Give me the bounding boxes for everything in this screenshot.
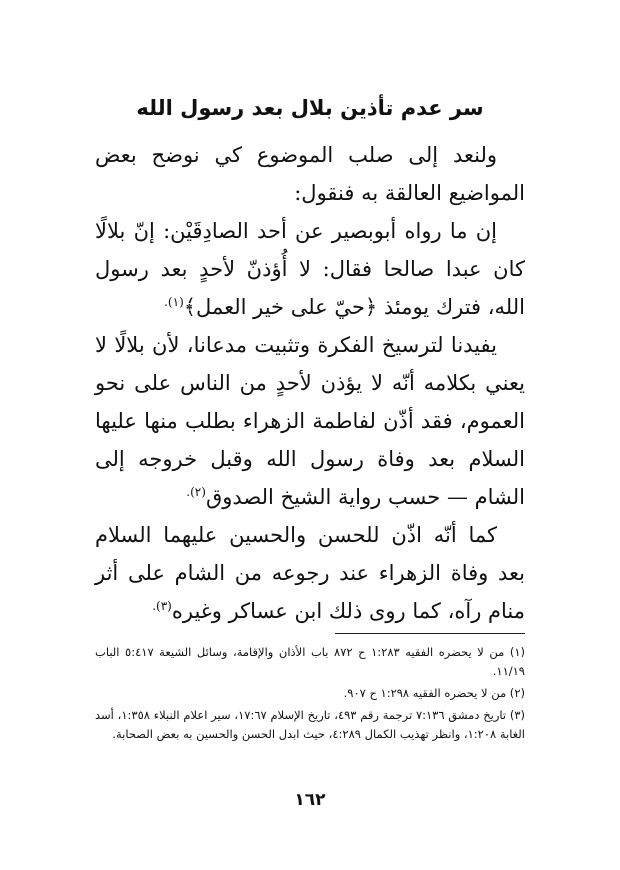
body-text (95, 136, 525, 630)
paragraph-3-text: يفيدنا لترسيخ الفكرة وتثبيت مدعانا، لأن بلالًا لا يعني بكلامه أنّه لا يؤذن لأحدٍ من الناس على نحو العموم، فقد أذّن لفاطمة الزهراء بطلب منها عليها السلام بعد وفاة رسول الله وقبل خروجه إلى الشام — حسب رواية الشيخ الصدوق (95, 333, 525, 509)
page-number: ١٦٢ (294, 790, 326, 810)
footnotes (95, 643, 525, 747)
paragraph-4 (95, 516, 525, 630)
paragraph-2-text: إن ما رواه أبوبصير عن أحد الصادِقَيْن: إنّ بلالًا كان عبدا صالحا فقال: لا أُؤذنّ لأحدٍ بعد رسول الله، فترك يومئذ ﴿حيّ على خير العمل﴾ (95, 219, 525, 319)
footnote-3: (٣) تاريخ دمشق ٧:١٣٦ ترجمة رقم ٤٩٣، تاريخ الإسلام ١٧:٦٧، سير اعلام النبلاء ١:٣٥٨، أسد الغابة ١:٢٠٨، وانظر تهذيب الكمال ٤:٢٨٩، حيث ابدل الحسن والحسين به بعض الصحابة. (95, 708, 526, 741)
footnote-ref-2: (٢). (186, 485, 206, 499)
paragraph-3 (95, 326, 525, 516)
footnote-ref-1: (١). (164, 295, 184, 309)
page-title: سر عدم تأذين بلال بعد رسول الله (136, 96, 484, 120)
paragraph-1-text: ولنعد إلى صلب الموضوع كي نوضح بعض المواضيع العالقة به فنقول: (95, 143, 525, 205)
footnote-2: (٢) من لا يحضره الفقيه ١:٢٩٨ ح ٩٠٧. (343, 686, 525, 700)
paragraph-2 (95, 212, 525, 326)
footnote-ref-3: (٣). (152, 599, 172, 613)
paragraph-1 (95, 136, 525, 212)
footnote-1: (١) من لا يحضره الفقيه ١:٢٨٣ ح ٨٧٢ باب الأذان والإقامة، وسائل الشيعة ٥:٤١٧ الباب ١١/١٩. (95, 645, 525, 678)
footnote-divider (335, 633, 525, 634)
paragraph-4-text: كما أنّه اذّن للحسن والحسين عليهما السلام بعد وفاة الزهراء عند رجوعه من الشام على أثر منام رآه، كما روى ذلك ابن عساكر وغيره (95, 523, 525, 623)
